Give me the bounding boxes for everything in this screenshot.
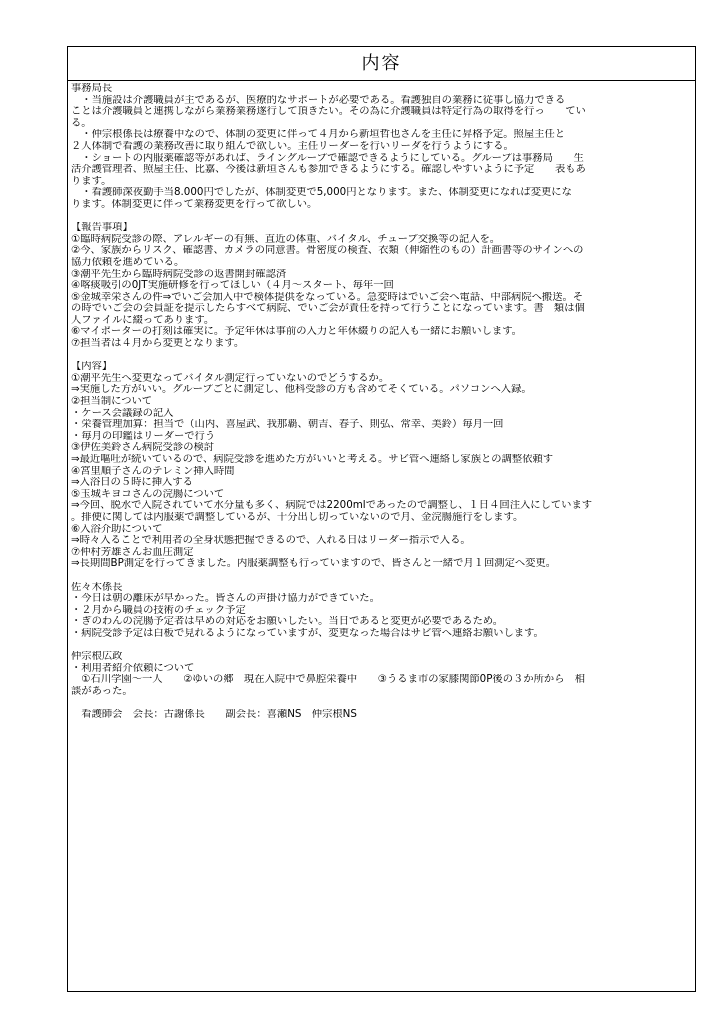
text-line: ・病院受診予定は白板で見れるようになっていますが、変更なった場合はサビ管へ連絡お願いします。 xyxy=(71,627,544,639)
text-line: 談があった。 xyxy=(71,685,133,697)
text-line: の時でいご会の会員証を提示したらすべて病院、でいご会が責任を持って行うことになっています。書 類は個 xyxy=(71,303,585,315)
document-frame xyxy=(67,46,696,992)
text-line: ことは介護職員と連携しながら業務業務遂行して頂きたい。その為に介護職員は特定行為の取得を行っ てい xyxy=(71,106,586,118)
text-line: ⇒長期間BP測定を行ってきました。内服薬調整も行っていますので、皆さんと一緒で月１回測定へ変更。 xyxy=(71,558,557,570)
text-line: る。 xyxy=(71,117,92,129)
text-line xyxy=(71,697,692,709)
page-title: 内容 xyxy=(361,53,402,74)
text-line: ⑦担当者は４月から変更となります。 xyxy=(71,338,245,350)
text-line: ・看護師深夜勤手当8.000円でしたが、体制変更で5,000円となります。また、体制変更になれば変更にな xyxy=(71,187,572,199)
text-line xyxy=(71,570,692,582)
text-line: ・当施設は介護職員が主であるが、医療的なサポートが必要である。看護独自の業務に従事し協力できる xyxy=(71,94,566,106)
text-line: ・利用者紹介依頼について xyxy=(71,662,195,674)
text-line: 協力依頼を進めている。 xyxy=(71,256,185,268)
text-line: ・栄養管理加算：担当で（山内、喜屋武、我那覇、朝吉、春子、則弘、常幸、美鈴）毎月一回 xyxy=(71,419,504,431)
text-line: ・仲宗根係長は療養中なので、体制の変更に伴って４月から新垣哲也さんを主任に昇格予定。照屋主任と xyxy=(71,129,566,141)
document-body xyxy=(68,81,695,721)
text-line: ①潮平先生へ変更なってバイタル測定行っていないのでどうするか。 xyxy=(71,372,390,384)
text-line: ⇒今回、脱水で入院されていて水分量も多く、病院では2200mlであったので調整し、１日４回注入にしています xyxy=(71,500,593,512)
text-line: ・２月から職員の技術のチェック予定 xyxy=(71,604,246,616)
text-line: ・今日は朝の離床が早かった。皆さんの声掛け協力ができていた。 xyxy=(71,593,380,605)
text-line: ・ぎのわんの浣腸予定者は早めの対応をお願いしたい。当日であると変更が必要であるため。 xyxy=(71,616,504,628)
text-line: ①石川学園～一人 ②ゆいの郷 現在入院中で鼻腔栄養中 ③うるま市の家膝関節0P後の３か所から 相 xyxy=(71,674,586,686)
text-line: 看護師会 会長：古謝係長 副会長：喜瀬NS 仲宗根NS xyxy=(71,709,357,721)
text-line: ・ケース会議録の記入 xyxy=(71,407,174,419)
text-line: ⇒時々入ることで利用者の全身状態把握できるので、入れる日はリーダー指示で入る。 xyxy=(71,535,471,547)
text-line: ⑥マイポーターの打刻は確実に。予定年休は事前の入力と年休綴りの記入も一緒にお願いします。 xyxy=(71,326,522,338)
text-line: ②今、家族からリスク、確認書、カメラの同意書。骨密度の検査、衣類（伸縮性のもの）計画書等のサインへの xyxy=(71,245,584,257)
text-line: ⑥入浴介助について xyxy=(71,523,163,535)
text-line: ④喀痰吸引の0JT実施研修を行ってほしい（４月～スタート、毎年一回 xyxy=(71,280,394,292)
text-line: 人ファイルに綴ってあります。 xyxy=(71,314,215,326)
text-line: 仲宗根広政 xyxy=(71,651,123,663)
text-line: 【内容】 xyxy=(71,361,113,373)
text-line: ２人体制で看護の業務改善に取り組んで欲しい。主任リーダーを行いリーダを行うようにする。 xyxy=(71,140,514,152)
text-line: ②担当制について xyxy=(71,396,153,408)
text-line: ⑤玉城キヨコさんの浣腸について xyxy=(71,488,225,500)
text-line xyxy=(71,640,692,652)
text-line: ・毎月の印鑑はリーダーで行う xyxy=(71,430,216,442)
text-line: ・ショートの内服薬確認等があれば、ライングループで確認できるようにしている。グループは事務局 生 xyxy=(71,152,584,164)
text-line: ①臨時病院受診の際、アレルギーの有無、直近の体重、バイタル、チューブ交換等の記入を。 xyxy=(71,233,501,245)
text-line: ⑤金城幸栄さんの件⇒でいご会加入中で検体提供をなっている。急変時はでいご会へ電話、中部病院へ搬送。そ xyxy=(71,291,584,303)
text-line: ③伊佐美鈴さん病院受診の検討 xyxy=(71,442,215,454)
title-header xyxy=(68,47,695,81)
text-line: ります。 xyxy=(71,175,112,187)
text-line: ⇒入浴日の５時に挿入する xyxy=(71,477,193,489)
text-line: ります。体制変更に伴って業務変更を行って欲しい。 xyxy=(71,198,318,210)
text-line: 【報告事項】 xyxy=(71,222,133,234)
text-line: 。排便に関しては内服薬で調整しているが、十分出し切っていないので月、金浣腸施行をします。 xyxy=(71,511,524,523)
text-line: 事務局長 xyxy=(71,83,113,94)
text-line: ⑦仲村芳雄さんお血圧測定 xyxy=(71,546,194,558)
text-line xyxy=(71,211,692,223)
text-line: ③潮平先生から臨時病院受診の返書開封確認済 xyxy=(71,268,287,280)
text-line: ④宮里順子さんのテレミン挿入時間 xyxy=(71,465,235,477)
text-line: ⇒最近嘔吐が続いているので、病院受診を進めた方がいいと考える。サビ管へ連絡し家族との調整依頼す xyxy=(71,454,554,465)
text-line xyxy=(71,350,692,362)
text-line: 佐々木係長 xyxy=(71,581,123,593)
text-line: 活介護管理者、照屋主任、比嘉、今後は新垣さんも参加できるようにする。確認しやすいように予定 表もあ xyxy=(71,164,586,176)
text-line: ⇒実施した方がいい。グループごとに測定し、他科受診の方も含めてそくている。パソコンへ入録。 xyxy=(71,384,532,396)
